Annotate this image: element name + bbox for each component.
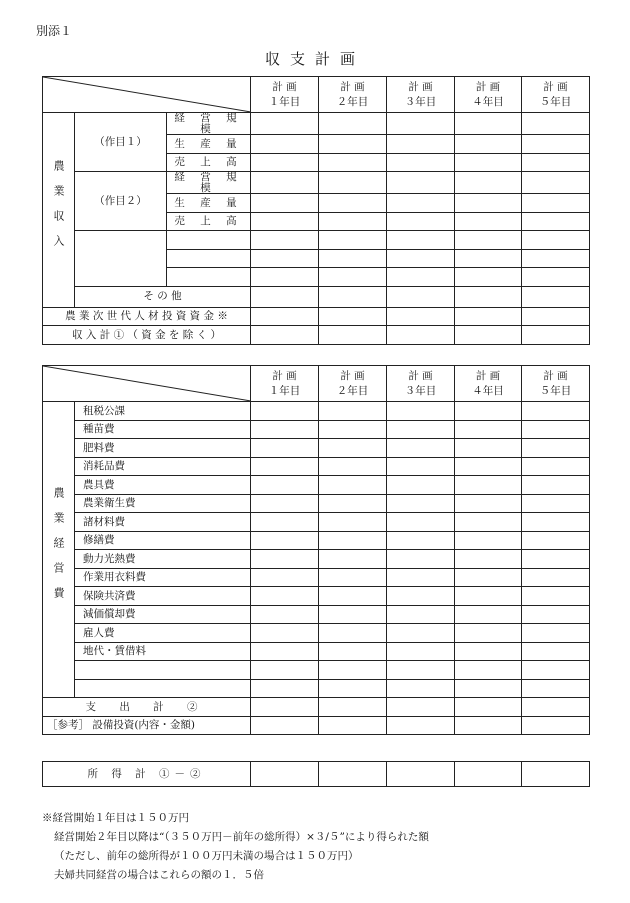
input-cell[interactable]: [319, 113, 387, 135]
metric-label: 生 産 量: [167, 194, 251, 213]
input-cell[interactable]: [319, 605, 387, 624]
input-cell[interactable]: [522, 420, 590, 439]
input-cell[interactable]: [251, 113, 319, 135]
input-cell[interactable]: [522, 153, 590, 172]
year-header: 計 画 １年目: [251, 77, 319, 113]
input-cell[interactable]: [455, 762, 522, 787]
year-header: 計 画 ４年目: [455, 366, 522, 402]
income-total-label: 収 入 計 ① （ 資 金 を 除 く ）: [43, 326, 251, 345]
input-cell[interactable]: [455, 531, 522, 550]
input-cell[interactable]: [251, 587, 319, 606]
input-cell[interactable]: [522, 268, 590, 287]
input-cell[interactable]: [387, 605, 455, 624]
metric-label: 生 産 量: [167, 135, 251, 154]
input-cell[interactable]: [319, 679, 387, 698]
input-cell[interactable]: [251, 605, 319, 624]
input-cell[interactable]: [319, 457, 387, 476]
input-cell[interactable]: [251, 716, 319, 735]
input-cell[interactable]: [387, 568, 455, 587]
input-cell[interactable]: [522, 439, 590, 458]
input-cell[interactable]: [319, 231, 387, 250]
input-cell[interactable]: [455, 402, 522, 421]
expense-item-label: 雇人費: [75, 624, 251, 643]
input-cell[interactable]: [251, 457, 319, 476]
input-cell[interactable]: [319, 153, 387, 172]
expense-item-label: 農業衛生費: [75, 494, 251, 513]
crop2-label: （作目２）: [75, 172, 167, 231]
input-cell[interactable]: [167, 249, 251, 268]
reference-label: ［参考］ 設備投資(内容・金額): [43, 716, 251, 735]
year-header: 計 画 ３年目: [387, 366, 455, 402]
input-cell[interactable]: [522, 661, 590, 680]
input-cell[interactable]: [251, 153, 319, 172]
input-cell[interactable]: [251, 762, 319, 787]
expense-total-label: 支 出 計 ②: [43, 698, 251, 717]
page-title: 収支計画: [264, 50, 365, 68]
input-cell[interactable]: [455, 679, 522, 698]
input-cell[interactable]: [522, 402, 590, 421]
input-cell[interactable]: [319, 661, 387, 680]
expense-item-label: 消耗品費: [75, 457, 251, 476]
input-cell[interactable]: [522, 135, 590, 154]
input-cell[interactable]: [387, 172, 455, 194]
input-cell[interactable]: [522, 587, 590, 606]
input-cell[interactable]: [319, 642, 387, 661]
input-cell[interactable]: [251, 550, 319, 569]
year-header: 計 画 ３年目: [387, 77, 455, 113]
crop1-label: （作目１）: [75, 113, 167, 172]
year-header: 計 画 ４年目: [455, 77, 522, 113]
expense-item-label: 減価償却費: [75, 605, 251, 624]
input-cell[interactable]: [387, 531, 455, 550]
input-cell[interactable]: [319, 307, 387, 326]
input-cell[interactable]: [251, 568, 319, 587]
input-cell[interactable]: [455, 439, 522, 458]
input-cell[interactable]: [455, 326, 522, 345]
input-cell[interactable]: [455, 642, 522, 661]
input-cell[interactable]: [319, 698, 387, 717]
input-cell[interactable]: [387, 698, 455, 717]
blank-crop-cell[interactable]: [75, 231, 167, 287]
input-cell[interactable]: [251, 286, 319, 307]
income-table: [42, 76, 590, 345]
input-cell[interactable]: [251, 531, 319, 550]
input-cell[interactable]: [387, 231, 455, 250]
input-cell[interactable]: [251, 679, 319, 698]
input-cell[interactable]: [387, 513, 455, 532]
expense-item-label: 農具費: [75, 476, 251, 495]
expense-blank-label[interactable]: [75, 679, 251, 698]
subsidy-label: 農 業 次 世 代 人 材 投 資 資 金 ※: [43, 307, 251, 326]
input-cell[interactable]: [251, 661, 319, 680]
input-cell[interactable]: [319, 249, 387, 268]
input-cell[interactable]: [251, 402, 319, 421]
expense-item-label: 租税公課: [75, 402, 251, 421]
input-cell[interactable]: [251, 194, 319, 213]
input-cell[interactable]: [251, 494, 319, 513]
input-cell[interactable]: [455, 476, 522, 495]
note-line: ※経営開始１年目は１５０万円: [42, 812, 189, 824]
input-cell[interactable]: [522, 249, 590, 268]
header-diagonal-cell: [43, 77, 251, 113]
input-cell[interactable]: [387, 679, 455, 698]
input-cell[interactable]: [387, 307, 455, 326]
input-cell[interactable]: [251, 420, 319, 439]
input-cell[interactable]: [522, 307, 590, 326]
input-cell[interactable]: [522, 286, 590, 307]
input-cell[interactable]: [455, 307, 522, 326]
input-cell[interactable]: [455, 420, 522, 439]
input-cell[interactable]: [387, 153, 455, 172]
year-header: 計 画 ２年目: [319, 77, 387, 113]
input-cell[interactable]: [319, 420, 387, 439]
input-cell[interactable]: [251, 268, 319, 287]
input-cell[interactable]: [455, 286, 522, 307]
input-cell[interactable]: [455, 172, 522, 194]
input-cell[interactable]: [251, 513, 319, 532]
metric-label: 売 上 高: [167, 212, 251, 231]
input-cell[interactable]: [455, 716, 522, 735]
expense-item-label: 種苗費: [75, 420, 251, 439]
input-cell[interactable]: [319, 550, 387, 569]
input-cell[interactable]: [522, 476, 590, 495]
input-cell[interactable]: [455, 698, 522, 717]
input-cell[interactable]: [522, 698, 590, 717]
input-cell[interactable]: [251, 307, 319, 326]
expense-item-label: 保険共済費: [75, 587, 251, 606]
income-group-label: 農業収入: [43, 113, 75, 308]
input-cell[interactable]: [319, 326, 387, 345]
expense-table: [42, 365, 590, 735]
input-cell[interactable]: [387, 587, 455, 606]
annex-label: 別添１: [36, 24, 73, 38]
input-cell[interactable]: [387, 661, 455, 680]
input-cell[interactable]: [455, 212, 522, 231]
input-cell[interactable]: [522, 194, 590, 213]
header-diagonal-cell: [43, 366, 251, 402]
input-cell[interactable]: [522, 531, 590, 550]
expense-item-label: 肥料費: [75, 439, 251, 458]
input-cell[interactable]: [455, 135, 522, 154]
input-cell[interactable]: [387, 624, 455, 643]
other-label: そ の 他: [75, 286, 251, 307]
input-cell[interactable]: [455, 605, 522, 624]
input-cell[interactable]: [522, 231, 590, 250]
input-cell[interactable]: [387, 439, 455, 458]
input-cell[interactable]: [167, 231, 251, 250]
input-cell[interactable]: [319, 587, 387, 606]
input-cell[interactable]: [387, 550, 455, 569]
year-header: 計 画 ５年目: [522, 366, 590, 402]
input-cell[interactable]: [387, 249, 455, 268]
input-cell[interactable]: [251, 698, 319, 717]
expense-blank-label[interactable]: [75, 661, 251, 680]
input-cell[interactable]: [522, 212, 590, 231]
input-cell[interactable]: [455, 587, 522, 606]
input-cell[interactable]: [319, 135, 387, 154]
input-cell[interactable]: [387, 194, 455, 213]
input-cell[interactable]: [319, 439, 387, 458]
input-cell[interactable]: [319, 286, 387, 307]
input-cell[interactable]: [387, 212, 455, 231]
input-cell[interactable]: [319, 194, 387, 213]
year-header: 計 画 ５年目: [522, 77, 590, 113]
input-cell[interactable]: [251, 135, 319, 154]
input-cell[interactable]: [387, 326, 455, 345]
input-cell[interactable]: [522, 716, 590, 735]
year-header: 計 画 １年目: [251, 366, 319, 402]
input-cell[interactable]: [387, 494, 455, 513]
input-cell[interactable]: [167, 268, 251, 287]
input-cell[interactable]: [455, 568, 522, 587]
input-cell[interactable]: [319, 494, 387, 513]
input-cell[interactable]: [387, 762, 455, 787]
input-cell[interactable]: [455, 494, 522, 513]
input-cell[interactable]: [455, 249, 522, 268]
input-cell[interactable]: [319, 402, 387, 421]
input-cell[interactable]: [455, 153, 522, 172]
input-cell[interactable]: [251, 326, 319, 345]
input-cell[interactable]: [455, 550, 522, 569]
input-cell[interactable]: [387, 716, 455, 735]
diagonal-line: [43, 366, 251, 401]
input-cell[interactable]: [522, 113, 590, 135]
input-cell[interactable]: [251, 231, 319, 250]
input-cell[interactable]: [251, 249, 319, 268]
input-cell[interactable]: [319, 212, 387, 231]
input-cell[interactable]: [319, 476, 387, 495]
input-cell[interactable]: [387, 476, 455, 495]
input-cell[interactable]: [319, 268, 387, 287]
input-cell[interactable]: [455, 194, 522, 213]
input-cell[interactable]: [319, 716, 387, 735]
input-cell[interactable]: [251, 624, 319, 643]
input-cell[interactable]: [522, 494, 590, 513]
input-cell[interactable]: [387, 286, 455, 307]
input-cell[interactable]: [251, 172, 319, 194]
expense-item-label: 諸材料費: [75, 513, 251, 532]
expense-item-label: 動力光熱費: [75, 550, 251, 569]
input-cell[interactable]: [522, 624, 590, 643]
metric-label: 経 営 規 模: [167, 172, 251, 194]
net-income-label: 所 得 計 ①－②: [43, 762, 251, 787]
metric-label: 経 営 規 模: [167, 113, 251, 135]
input-cell[interactable]: [522, 762, 590, 787]
expense-item-label: 修繕費: [75, 531, 251, 550]
input-cell[interactable]: [455, 113, 522, 135]
note-line: 経営開始２年目以降は“（３５０万円－前年の総所得）×３/５”により得られた額: [54, 831, 429, 843]
input-cell[interactable]: [387, 420, 455, 439]
input-cell[interactable]: [522, 550, 590, 569]
input-cell[interactable]: [319, 762, 387, 787]
input-cell[interactable]: [387, 457, 455, 476]
input-cell[interactable]: [455, 457, 522, 476]
net-income-table: [42, 761, 590, 787]
expense-item-label: 地代・賃借料: [75, 642, 251, 661]
input-cell[interactable]: [522, 457, 590, 476]
input-cell[interactable]: [387, 135, 455, 154]
input-cell[interactable]: [455, 661, 522, 680]
input-cell[interactable]: [251, 642, 319, 661]
input-cell[interactable]: [319, 531, 387, 550]
input-cell[interactable]: [455, 268, 522, 287]
input-cell[interactable]: [387, 642, 455, 661]
input-cell[interactable]: [522, 568, 590, 587]
input-cell[interactable]: [251, 212, 319, 231]
input-cell[interactable]: [455, 231, 522, 250]
note-line: 夫婦共同経営の場合はこれらの額の１．５倍: [54, 869, 264, 881]
input-cell[interactable]: [522, 605, 590, 624]
input-cell[interactable]: [522, 513, 590, 532]
input-cell[interactable]: [522, 172, 590, 194]
input-cell[interactable]: [455, 624, 522, 643]
input-cell[interactable]: [522, 642, 590, 661]
expense-item-label: 作業用衣料費: [75, 568, 251, 587]
metric-label: 売 上 高: [167, 153, 251, 172]
input-cell[interactable]: [319, 568, 387, 587]
input-cell[interactable]: [455, 513, 522, 532]
input-cell[interactable]: [522, 326, 590, 345]
year-header: 計 画 ２年目: [319, 366, 387, 402]
input-cell[interactable]: [387, 268, 455, 287]
input-cell[interactable]: [319, 624, 387, 643]
note-line: （ただし、前年の総所得が１００万円未満の場合は１５０万円）: [54, 850, 359, 862]
input-cell[interactable]: [387, 113, 455, 135]
diagonal-line: [43, 77, 251, 112]
input-cell[interactable]: [522, 679, 590, 698]
expense-group-label: 農業経営費: [43, 402, 75, 698]
input-cell[interactable]: [319, 172, 387, 194]
input-cell[interactable]: [251, 476, 319, 495]
input-cell[interactable]: [319, 513, 387, 532]
input-cell[interactable]: [251, 439, 319, 458]
input-cell[interactable]: [387, 402, 455, 421]
